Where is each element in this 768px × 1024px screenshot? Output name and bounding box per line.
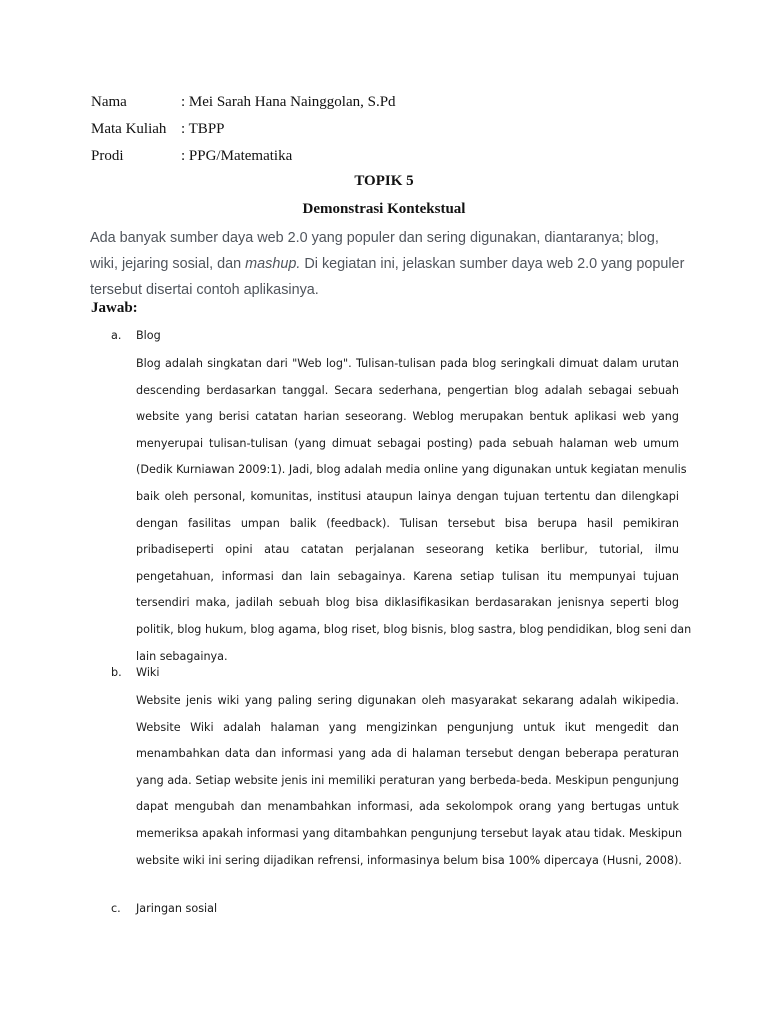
identity-value: : TBPP: [181, 121, 225, 137]
identity-value: : Mei Sarah Hana Nainggolan, S.Pd: [181, 94, 396, 110]
section-heading: Blog: [136, 329, 161, 342]
question-part-2: Di kegiatan ini, jelaskan sumber daya web 2.0 yang populer tersebut disertai contoh aplikasinya.: [90, 256, 685, 298]
paragraph-line: descending berdasarkan tanggal. Secara sederhana, pengertian blog adalah sebagai sebuah: [136, 383, 679, 397]
paragraph-line: memeriksa apakah informasi yang ditambahkan pengunjung tersebut layak atau tidak. Meskipun: [136, 826, 683, 840]
identity-row-prodi: [91, 146, 396, 173]
paragraph-line: pribadiseperti opini atau catatan perjalanan seseorang ketika berlibur, tutorial, ilmu: [136, 543, 679, 557]
section-heading: Wiki: [136, 666, 160, 679]
paragraph-line: yang ada. Setiap website jenis ini memiliki peraturan yang berbeda-beda. Meskipun pengunjung: [136, 773, 679, 787]
paragraph-line: Blog adalah singkatan dari "Web log". Tulisan-tulisan pada blog seringkali dimuat dalam urutan: [136, 357, 679, 370]
identity-row-mata-kuliah: [91, 119, 396, 146]
identity-table: [91, 92, 396, 173]
paragraph-line: website yang berisi catatan harian seseorang. Weblog merupakan bentuk aplikasi web yang: [136, 410, 679, 424]
list-marker: a.: [111, 329, 122, 342]
section-heading: Jaringan sosial: [136, 902, 218, 915]
paragraph-line: website wiki ini sering dijadikan refrensi, informasinya belum bisa 100% dipercaya (Husni, 2008).: [136, 853, 682, 867]
section-paragraph: [136, 351, 692, 670]
paragraph-line: Website Wiki adalah halaman yang mengizinkan pengunjung untuk ikut mengedit dan: [136, 720, 679, 734]
identity-label: Nama: [91, 94, 127, 110]
paragraph-line: menyerupai tulisan-tulisan (yang dimuat sebagai posting) pada sebuah halaman web umum: [136, 436, 679, 450]
paragraph-line: dapat mengubah dan menambahkan informasi, ada sekolompok orang yang bertugas untuk: [136, 800, 679, 814]
page-title: TOPIK 5: [354, 173, 414, 189]
paragraph-line: menambahkan data dan informasi yang ada di halaman tersebut dengan beberapa peraturan: [136, 747, 679, 761]
list-marker: b.: [111, 666, 122, 679]
paragraph-line: baik oleh personal, komunitas, institusi ataupun lainya dengan tujuan tertentu dan dilengkapi: [136, 489, 679, 503]
identity-label: Prodi: [91, 148, 124, 164]
section-paragraph: [136, 688, 683, 874]
paragraph-line: (Dedik Kurniawan 2009:1). Jadi, blog adalah media online yang digunakan untuk kegiatan menulis: [136, 463, 687, 477]
page-subtitle: Demonstrasi Kontekstual: [302, 201, 466, 217]
identity-value: : PPG/Matematika: [181, 148, 293, 164]
paragraph-line: dengan fasilitas umpan balik (feedback). Tulisan tersebut bisa berupa hasil pemikiran: [136, 516, 679, 530]
paragraph-line: pengetahuan, informasi dan lain sebagainya. Karena setiap tulisan itu mempunyai tujuan: [136, 569, 679, 583]
question-emphasis: mashup.: [245, 256, 301, 272]
answer-label: Jawab:: [91, 300, 138, 316]
paragraph-line: tersendiri maka, jadilah sebuah blog bisa diklasifikasikan berdasarakan jenisnya seperti blog: [136, 596, 679, 610]
paragraph-line: Website jenis wiki yang paling sering digunakan oleh masyarakat sekarang adalah wikipedia.: [136, 694, 679, 707]
paragraph-line: politik, blog hukum, blog agama, blog riset, blog bisnis, blog sastra, blog pendidikan, blog seni dan: [136, 622, 692, 636]
question-part-1: Ada banyak sumber daya web 2.0 yang populer dan sering digunakan, diantaranya; blog, wiki, jejaring sosial, dan: [90, 230, 659, 272]
identity-label: Mata Kuliah: [91, 121, 167, 137]
question-text: [90, 225, 690, 303]
list-marker: c.: [111, 902, 121, 915]
paragraph-line: lain sebagainya.: [136, 649, 228, 663]
identity-row-nama: [91, 92, 396, 119]
